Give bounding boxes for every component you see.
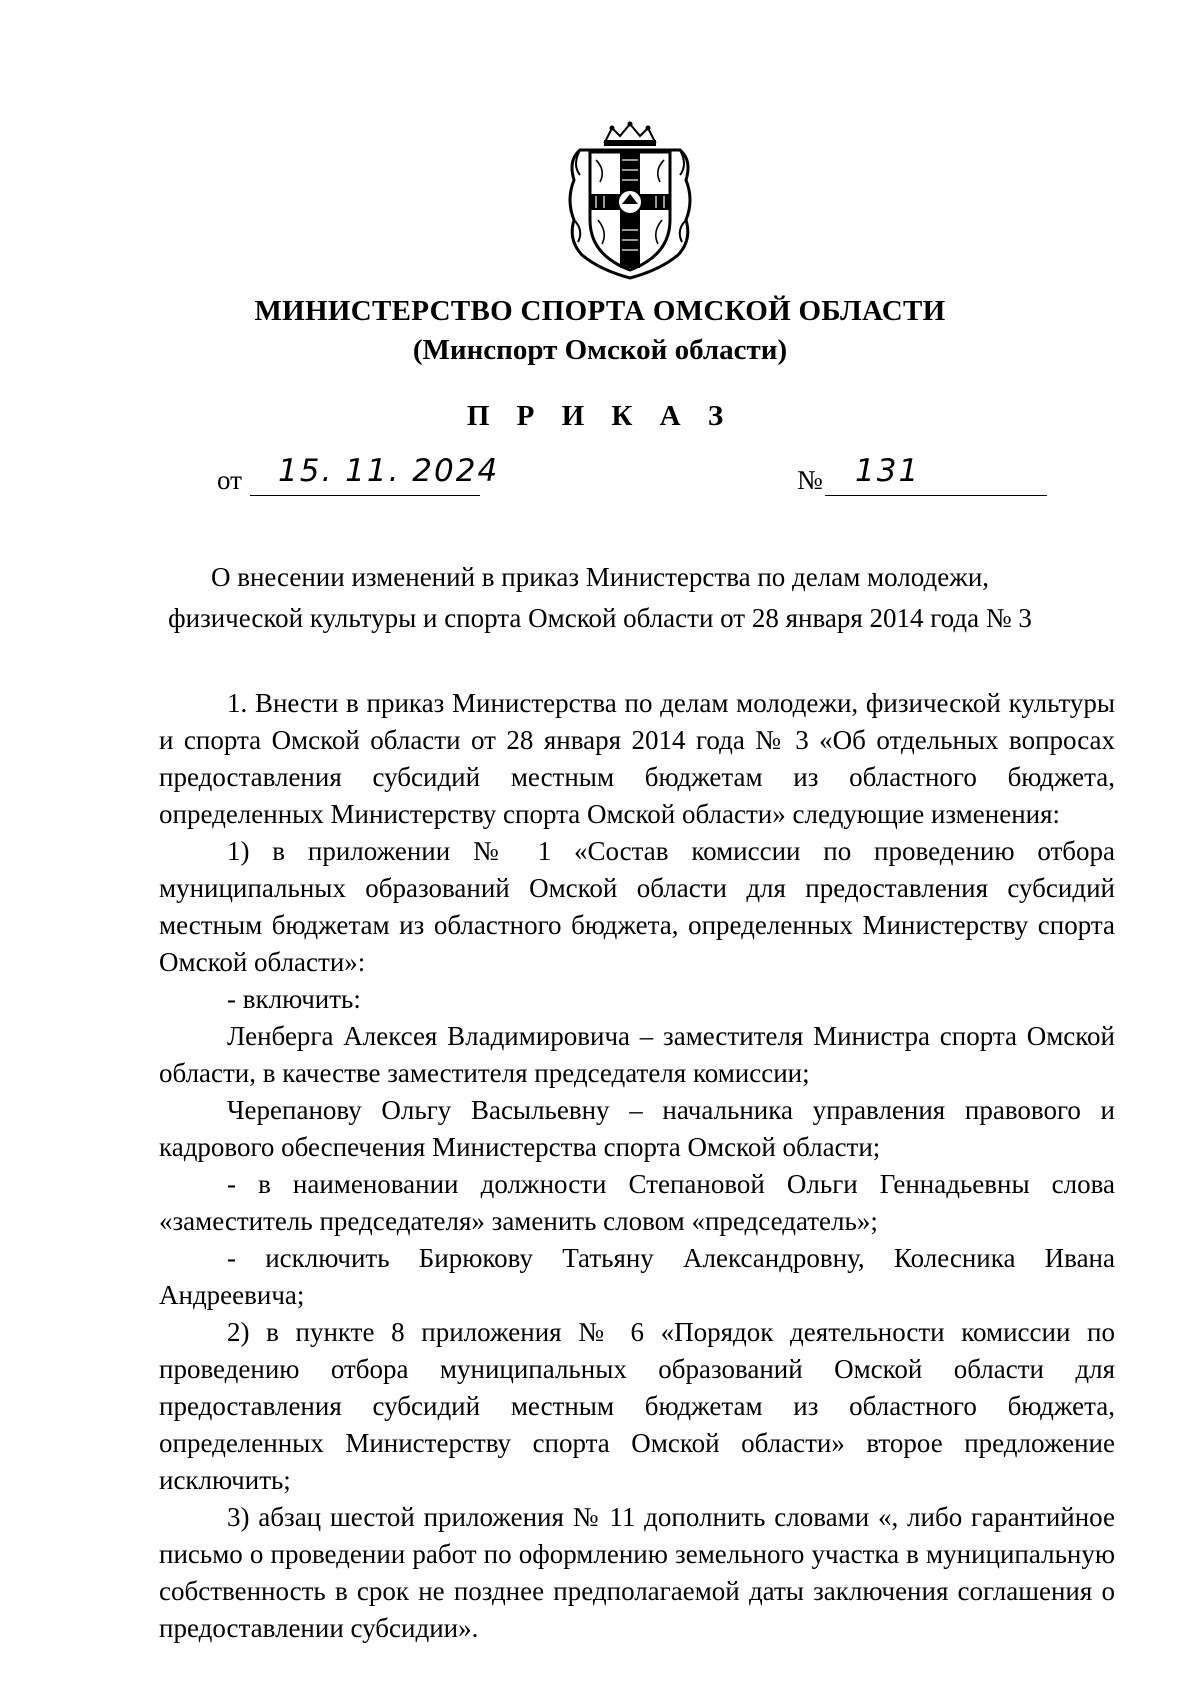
handwritten-date: 15. 11. 2024 <box>278 453 500 489</box>
body-paragraph: 2) в пункте 8 приложения № 6 «Порядок деятельности комиссии по проведению отбора муниципальных образований Омской области для предоставления субсидий местным бюджетам из областного бюджета, определенных Министерству спорта Омской области» второе предложение исключить; <box>159 1317 1115 1495</box>
document-subject <box>0 557 1200 639</box>
number-underline <box>825 495 1047 496</box>
body-paragraph: - включить: <box>227 984 361 1014</box>
body-paragraph: - исключить Бирюкову Татьяну Александровну, Колесника Ивана Андреевича; <box>159 1243 1115 1310</box>
number-label: № <box>797 465 823 495</box>
date-label: от <box>217 465 242 495</box>
body-paragraph: Ленберга Алексея Владимировича – заместителя Министра спорта Омской области, в качестве заместителя председателя комиссии; <box>159 1021 1115 1088</box>
body-paragraph: 1. Внести в приказ Министерства по делам молодежи, физической культуры и спорта Омской области от 28 января 2014 года № 3 «Об отдельных вопросах предоставления субсидий местным бюджетам из областного бюджета, определенных Министерству спорта Омской области» следующие изменения: <box>159 688 1115 829</box>
body-paragraph: 1) в приложении № 1 «Состав комиссии по проведению отбора муниципальных образований Омской области для предоставления субсидий местным бюджетам из областного бюджета, определенных Министерству спорта Омской области»: <box>159 836 1115 977</box>
date-number-row <box>0 455 1200 505</box>
document-type-title: П Р И К А З <box>466 400 734 432</box>
coat-of-arms-emblem <box>560 120 700 280</box>
handwritten-number: 131 <box>855 453 921 489</box>
subject-line-2: физической культуры и спорта Омской области от 28 января 2014 года № 3 <box>168 603 1032 633</box>
document-body <box>159 685 1115 1647</box>
body-paragraph: - в наименовании должности Степановой Ольги Геннадьевны слова «заместитель председателя» заменить словом «председатель»; <box>159 1169 1115 1236</box>
organization-name: МИНИСТЕРСТВО СПОРТА ОМСКОЙ ОБЛАСТИ <box>254 295 946 327</box>
body-paragraph: Черепанову Ольгу Васыльевну – начальника управления правового и кадрового обеспечения Министерства спорта Омской области; <box>159 1095 1115 1162</box>
organization-short-name: (Минспорт Омской области) <box>412 334 788 366</box>
date-underline <box>250 495 480 496</box>
subject-line-1: О внесении изменений в приказ Министерства по делам молодежи, <box>210 562 990 592</box>
body-paragraph: 3) абзац шестой приложения № 11 дополнить словами «, либо гарантийное письмо о проведении работ по оформлению земельного участка в муниципальную собственность в срок не позднее предполагаемой даты заключения соглашения о предоставлении субсидии». <box>159 1502 1115 1643</box>
